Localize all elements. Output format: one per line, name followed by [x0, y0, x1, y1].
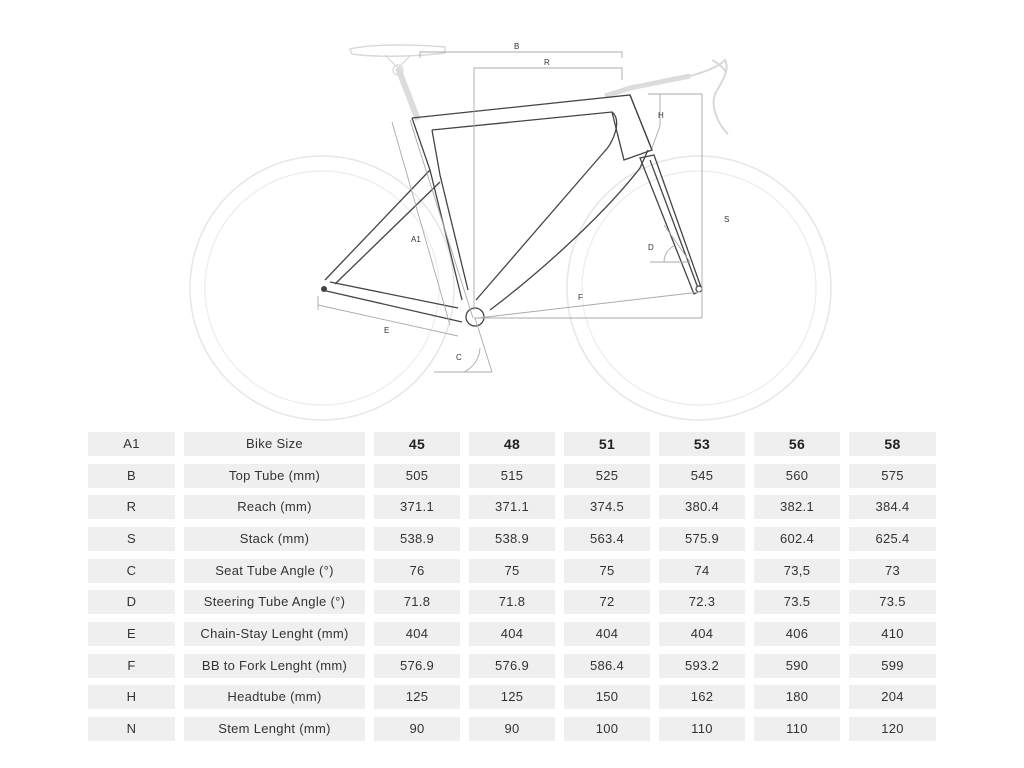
row-value: 404 — [659, 622, 745, 646]
row-value: 599 — [849, 654, 936, 678]
head-tube — [612, 95, 652, 160]
table-row — [88, 654, 936, 678]
row-value: 371.1 — [469, 495, 555, 519]
row-label: BB to Fork Lenght (mm) — [184, 654, 365, 678]
frame — [322, 95, 702, 322]
size-header: 48 — [469, 432, 555, 456]
row-value: 575 — [849, 464, 936, 488]
table-row — [88, 495, 936, 519]
row-value: 73,5 — [754, 559, 840, 583]
row-value: 563.4 — [564, 527, 650, 551]
label-a1: A1 — [411, 235, 421, 244]
seatpost — [398, 68, 418, 120]
row-value: 72 — [564, 590, 650, 614]
row-value: 374.5 — [564, 495, 650, 519]
header-code: A1 — [88, 432, 175, 456]
row-value: 75 — [469, 559, 555, 583]
table-row — [88, 559, 936, 583]
row-value: 406 — [754, 622, 840, 646]
table-row — [88, 590, 936, 614]
seat-stay — [325, 170, 430, 280]
row-code: H — [88, 685, 175, 709]
row-value: 76 — [374, 559, 460, 583]
down-tube-lower — [490, 150, 648, 310]
front-dropout — [696, 286, 702, 292]
dim-top-tube — [420, 52, 622, 58]
table-row — [88, 622, 936, 646]
row-value: 204 — [849, 685, 936, 709]
size-header: 53 — [659, 432, 745, 456]
size-header: 56 — [754, 432, 840, 456]
seat-tube — [412, 118, 462, 300]
row-label: Steering Tube Angle (°) — [184, 590, 365, 614]
table-row — [88, 685, 936, 709]
top-tube-inner — [432, 112, 617, 152]
row-label: Headtube (mm) — [184, 685, 365, 709]
row-value: 162 — [659, 685, 745, 709]
row-label: Stack (mm) — [184, 527, 365, 551]
dim-seat-angle-line — [475, 318, 492, 372]
stem — [605, 76, 690, 96]
row-label: Reach (mm) — [184, 495, 365, 519]
row-value: 90 — [374, 717, 460, 741]
row-value: 404 — [469, 622, 555, 646]
row-value: 71.8 — [469, 590, 555, 614]
row-value: 72.3 — [659, 590, 745, 614]
fork-inner — [650, 160, 698, 288]
down-tube — [476, 152, 604, 300]
label-r: R — [544, 58, 550, 67]
row-code: S — [88, 527, 175, 551]
row-value: 73.5 — [754, 590, 840, 614]
row-value: 505 — [374, 464, 460, 488]
row-value: 586.4 — [564, 654, 650, 678]
row-value: 593.2 — [659, 654, 745, 678]
table-row — [88, 527, 936, 551]
row-value: 384.4 — [849, 495, 936, 519]
row-value: 120 — [849, 717, 936, 741]
dim-reach — [474, 68, 622, 80]
row-code: C — [88, 559, 175, 583]
table-row — [88, 717, 936, 741]
row-value: 125 — [374, 685, 460, 709]
row-value: 515 — [469, 464, 555, 488]
size-header: 45 — [374, 432, 460, 456]
row-code: R — [88, 495, 175, 519]
row-value: 73.5 — [849, 590, 936, 614]
row-value: 125 — [469, 685, 555, 709]
dim-bb-fork — [478, 292, 700, 318]
row-code: B — [88, 464, 175, 488]
label-f: F — [578, 293, 583, 302]
row-label: Seat Tube Angle (°) — [184, 559, 365, 583]
row-value: 110 — [754, 717, 840, 741]
row-value: 380.4 — [659, 495, 745, 519]
dim-stack — [648, 94, 702, 318]
row-value: 404 — [564, 622, 650, 646]
row-value: 371.1 — [374, 495, 460, 519]
top-tube-outer — [412, 95, 652, 150]
row-value: 410 — [849, 622, 936, 646]
dim-seat-angle — [434, 348, 492, 372]
label-e: E — [384, 326, 390, 335]
row-value: 545 — [659, 464, 745, 488]
row-value: 525 — [564, 464, 650, 488]
label-s: S — [724, 215, 730, 224]
row-value: 602.4 — [754, 527, 840, 551]
dim-headtube — [648, 94, 660, 148]
bottom-bracket — [466, 308, 484, 326]
row-value: 404 — [374, 622, 460, 646]
row-value: 560 — [754, 464, 840, 488]
row-label: Chain-Stay Lenght (mm) — [184, 622, 365, 646]
row-value: 100 — [564, 717, 650, 741]
label-c: C — [456, 353, 462, 362]
row-value: 576.9 — [374, 654, 460, 678]
row-label: Top Tube (mm) — [184, 464, 365, 488]
saddle — [350, 45, 445, 56]
label-d: D — [648, 243, 654, 252]
row-value: 90 — [469, 717, 555, 741]
row-value: 538.9 — [469, 527, 555, 551]
row-value: 538.9 — [374, 527, 460, 551]
row-value: 73 — [849, 559, 936, 583]
row-code: D — [88, 590, 175, 614]
row-label: Stem Lenght (mm) — [184, 717, 365, 741]
row-value: 110 — [659, 717, 745, 741]
seat-stay-inner — [335, 182, 440, 284]
row-code: N — [88, 717, 175, 741]
row-value: 75 — [564, 559, 650, 583]
row-code: E — [88, 622, 175, 646]
label-b: B — [514, 42, 520, 51]
rear-dropout — [321, 286, 327, 292]
label-h: H — [658, 111, 664, 120]
row-code: F — [88, 654, 175, 678]
row-value: 71.8 — [374, 590, 460, 614]
table-header-row — [88, 432, 936, 456]
saddle-rail — [385, 55, 410, 68]
row-value: 382.1 — [754, 495, 840, 519]
header-label: Bike Size — [184, 432, 365, 456]
size-header: 51 — [564, 432, 650, 456]
row-value: 180 — [754, 685, 840, 709]
size-header: 58 — [849, 432, 936, 456]
handlebar-drop — [690, 60, 728, 134]
row-value: 150 — [564, 685, 650, 709]
dim-seat-tube-ext — [392, 122, 450, 325]
row-value: 575.9 — [659, 527, 745, 551]
table-row — [88, 464, 936, 488]
row-value: 576.9 — [469, 654, 555, 678]
row-value: 625.4 — [849, 527, 936, 551]
dimension-lines — [318, 52, 702, 372]
row-value: 74 — [659, 559, 745, 583]
row-value: 590 — [754, 654, 840, 678]
